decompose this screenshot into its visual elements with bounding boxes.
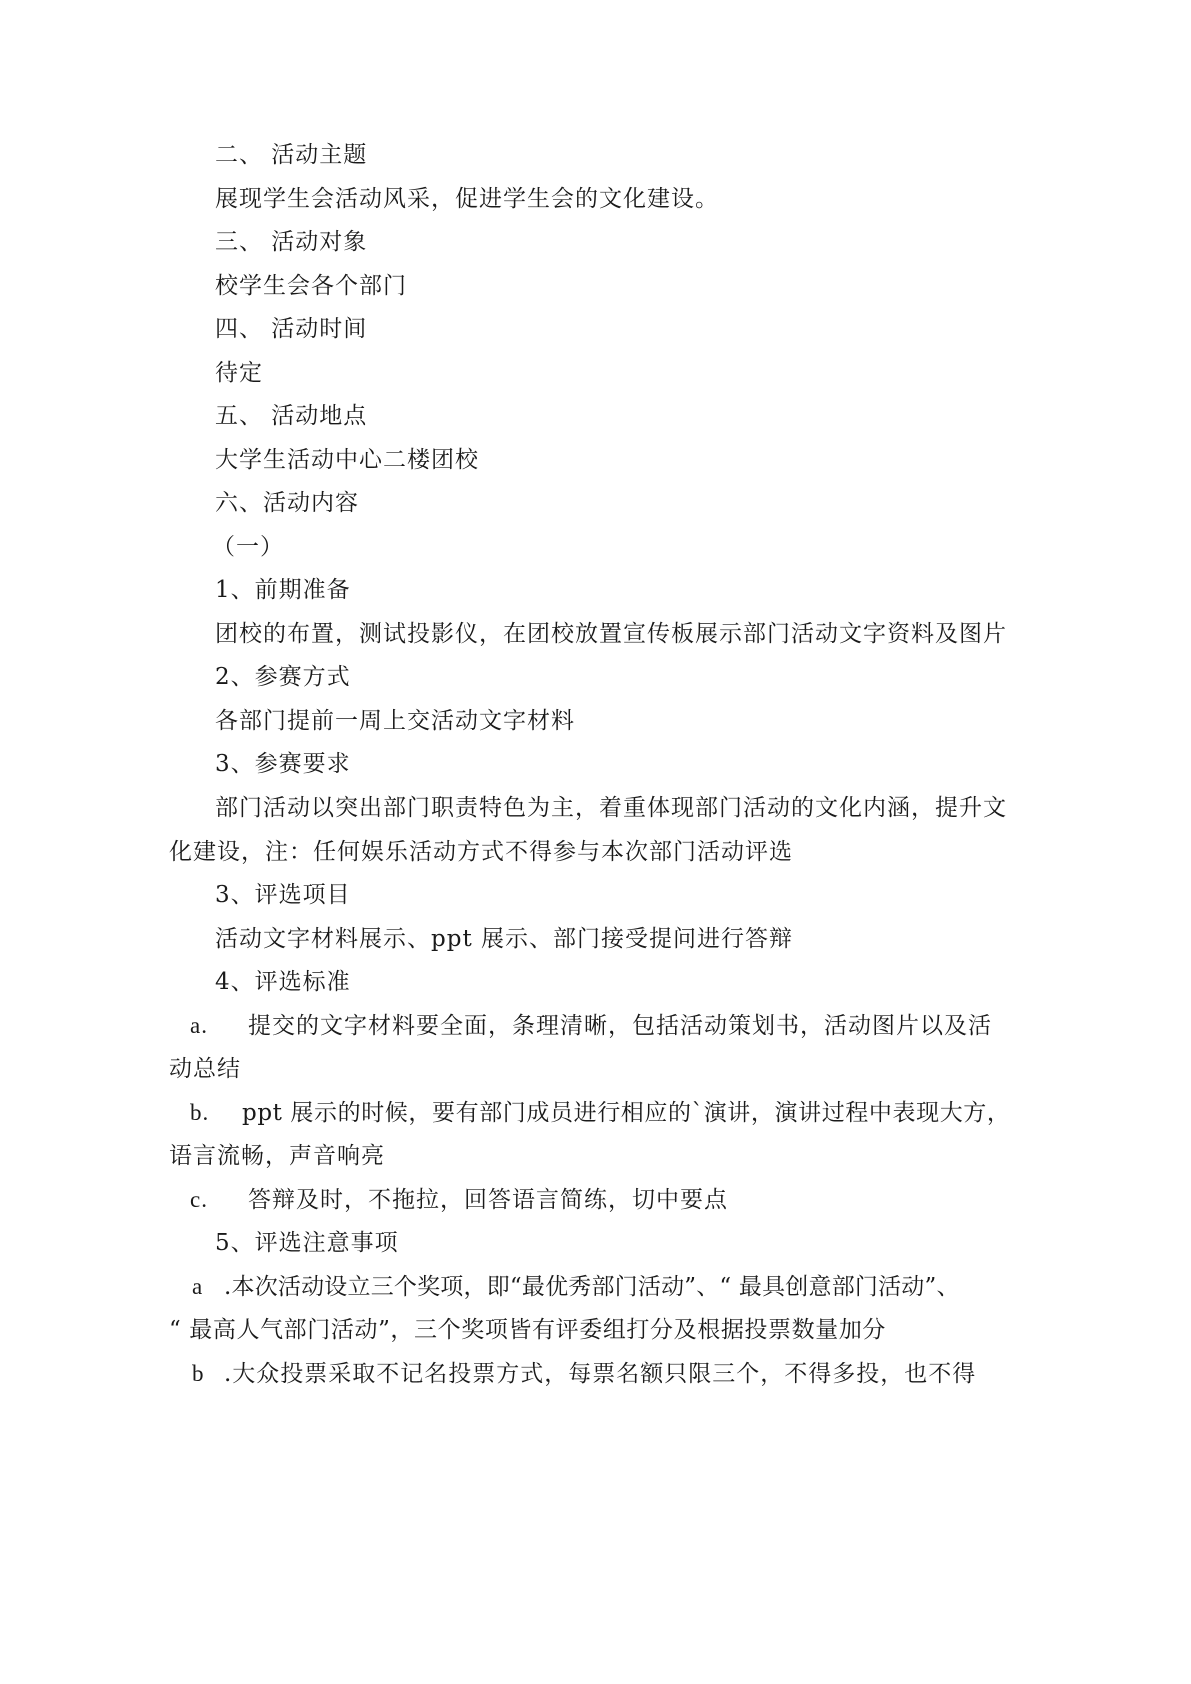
paragraph: 大学生活动中心二楼团校 xyxy=(215,447,479,473)
paragraph: 活动文字材料展示、ppt 展示、部门接受提问进行答辩 xyxy=(215,926,793,952)
list-item-text: 答辩及时，不拖拉，回答语言简练，切中要点 xyxy=(248,1187,728,1213)
list-marker: b xyxy=(192,1361,205,1386)
list-marker: a. xyxy=(190,1013,208,1038)
list-item-text: .大众投票采取不记名投票方式，每票名额只限三个，不得多投，也不得 xyxy=(224,1361,977,1387)
list-item-continuation: 动总结 xyxy=(169,1056,241,1082)
section-heading: 三、 活动对象 xyxy=(215,229,368,255)
list-item-text: ppt 展示的时候，要有部门成员进行相应的`演讲，演讲过程中表现大方， xyxy=(242,1100,1011,1126)
paragraph: 待定 xyxy=(215,360,263,386)
paragraph: 各部门提前一周上交活动文字材料 xyxy=(215,708,575,734)
paragraph-continuation: 化建设，注：任何娱乐活动方式不得参与本次部门活动评选 xyxy=(169,839,793,865)
paragraph: 部门活动以突出部门职责特色为主，着重体现部门活动的文化内涵，提升文 xyxy=(215,795,1007,821)
list-marker: c. xyxy=(190,1187,208,1212)
section-heading: 四、 活动时间 xyxy=(215,316,368,342)
list-item-text: 提交的文字材料要全面，条理清晰，包括活动策划书，活动图片以及活 xyxy=(248,1013,992,1039)
item-heading: 4、评选标准 xyxy=(215,969,351,995)
list-marker: b. xyxy=(190,1100,210,1125)
item-heading: 3、评选项目 xyxy=(215,882,351,908)
section-heading: 六、活动内容 xyxy=(215,490,359,516)
section-heading: 二、 活动主题 xyxy=(215,142,368,168)
list-marker: a xyxy=(192,1274,204,1299)
list-item-text: .本次活动设立三个奖项，即“最优秀部门活动”、“ 最具创意部门活动”、 xyxy=(224,1274,960,1300)
section-heading: 五、 活动地点 xyxy=(215,403,368,429)
paragraph: 校学生会各个部门 xyxy=(215,273,407,299)
item-heading: 2、参赛方式 xyxy=(215,664,351,690)
item-heading: 5、评选注意事项 xyxy=(215,1230,399,1256)
list-item-continuation: “ 最高人气部门活动”，三个奖项皆有评委组打分及根据投票数量加分 xyxy=(169,1317,887,1343)
item-heading: 1、前期准备 xyxy=(215,577,351,603)
paragraph: 展现学生会活动风采，促进学生会的文化建设。 xyxy=(215,186,719,212)
item-heading: 3、参赛要求 xyxy=(215,751,351,777)
subsection-heading: （一） xyxy=(212,534,284,560)
paragraph: 团校的布置，测试投影仪，在团校放置宣传板展示部门活动文字资料及图片 xyxy=(215,621,1007,647)
list-item-continuation: 语言流畅，声音响亮 xyxy=(169,1143,385,1169)
